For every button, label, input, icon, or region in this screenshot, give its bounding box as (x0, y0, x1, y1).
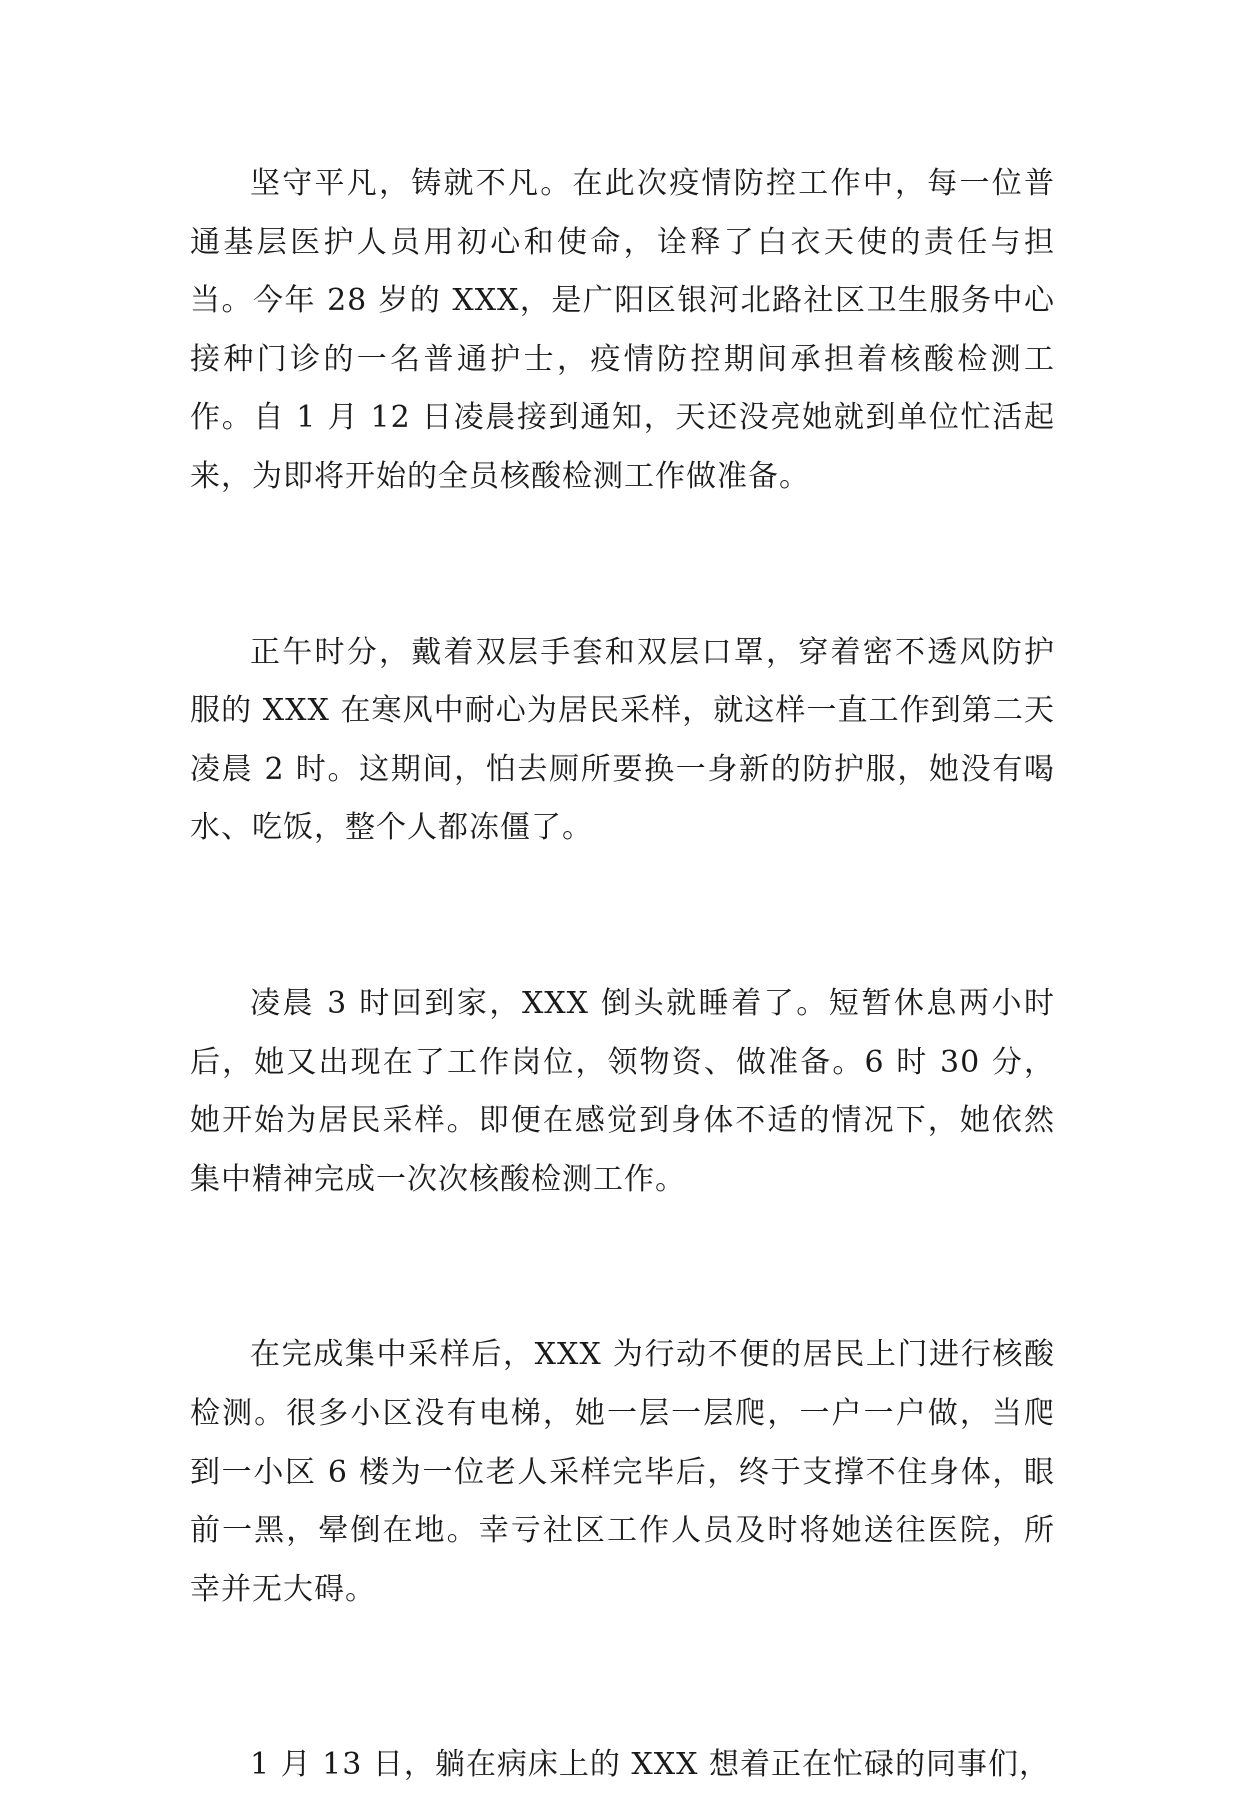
paragraph-5: 1 月 13 日，躺在病床上的 XXX 想着正在忙碌的同事们， (250, 1747, 1051, 1783)
paragraph-2: 正午时分，戴着双层手套和双层口罩，穿着密不透风防护服的 XXX 在寒风中耐心为居民采样，就这样一直工作到第二天凌晨 2 时。这期间，怕去厕所要换一身新的防护服，她没有喝水、吃饭，整个人都冻僵了。 (190, 634, 1055, 846)
paragraph-1: 坚守平凡，铸就不凡。在此次疫情防控工作中，每一位普通基层医护人员用初心和使命，诠释了白衣天使的责任与担当。今年 28 岁的 XXX，是广阳区银河北路社区卫生服务中心接种门诊的一名普通护士，疫情防控期间承担着核酸检测工作。自 1 月 12 日凌晨接到通知，天还没亮她就到单位忙活起来，为即将开始的全员核酸检测工作做准备。 (190, 166, 1055, 494)
paragraph-3: 凌晨 3 时回到家，XXX 倒头就睡着了。短暂休息两小时后，她又出现在了工作岗位，领物资、做准备。6 时 30 分，她开始为居民采样。即便在感觉到身体不适的情况下，她依然集中精神完成一次次核酸检测工作。 (190, 985, 1055, 1197)
document-body (190, 155, 1055, 1795)
paragraph-4: 在完成集中采样后，XXX 为行动不便的居民上门进行核酸检测。很多小区没有电梯，她一层一层爬，一户一户做，当爬到一小区 6 楼为一位老人采样完毕后，终于支撑不住身体，眼前一黑，晕倒在地。幸亏社区工作人员及时将她送往医院，所幸并无大碍。 (190, 1337, 1055, 1607)
